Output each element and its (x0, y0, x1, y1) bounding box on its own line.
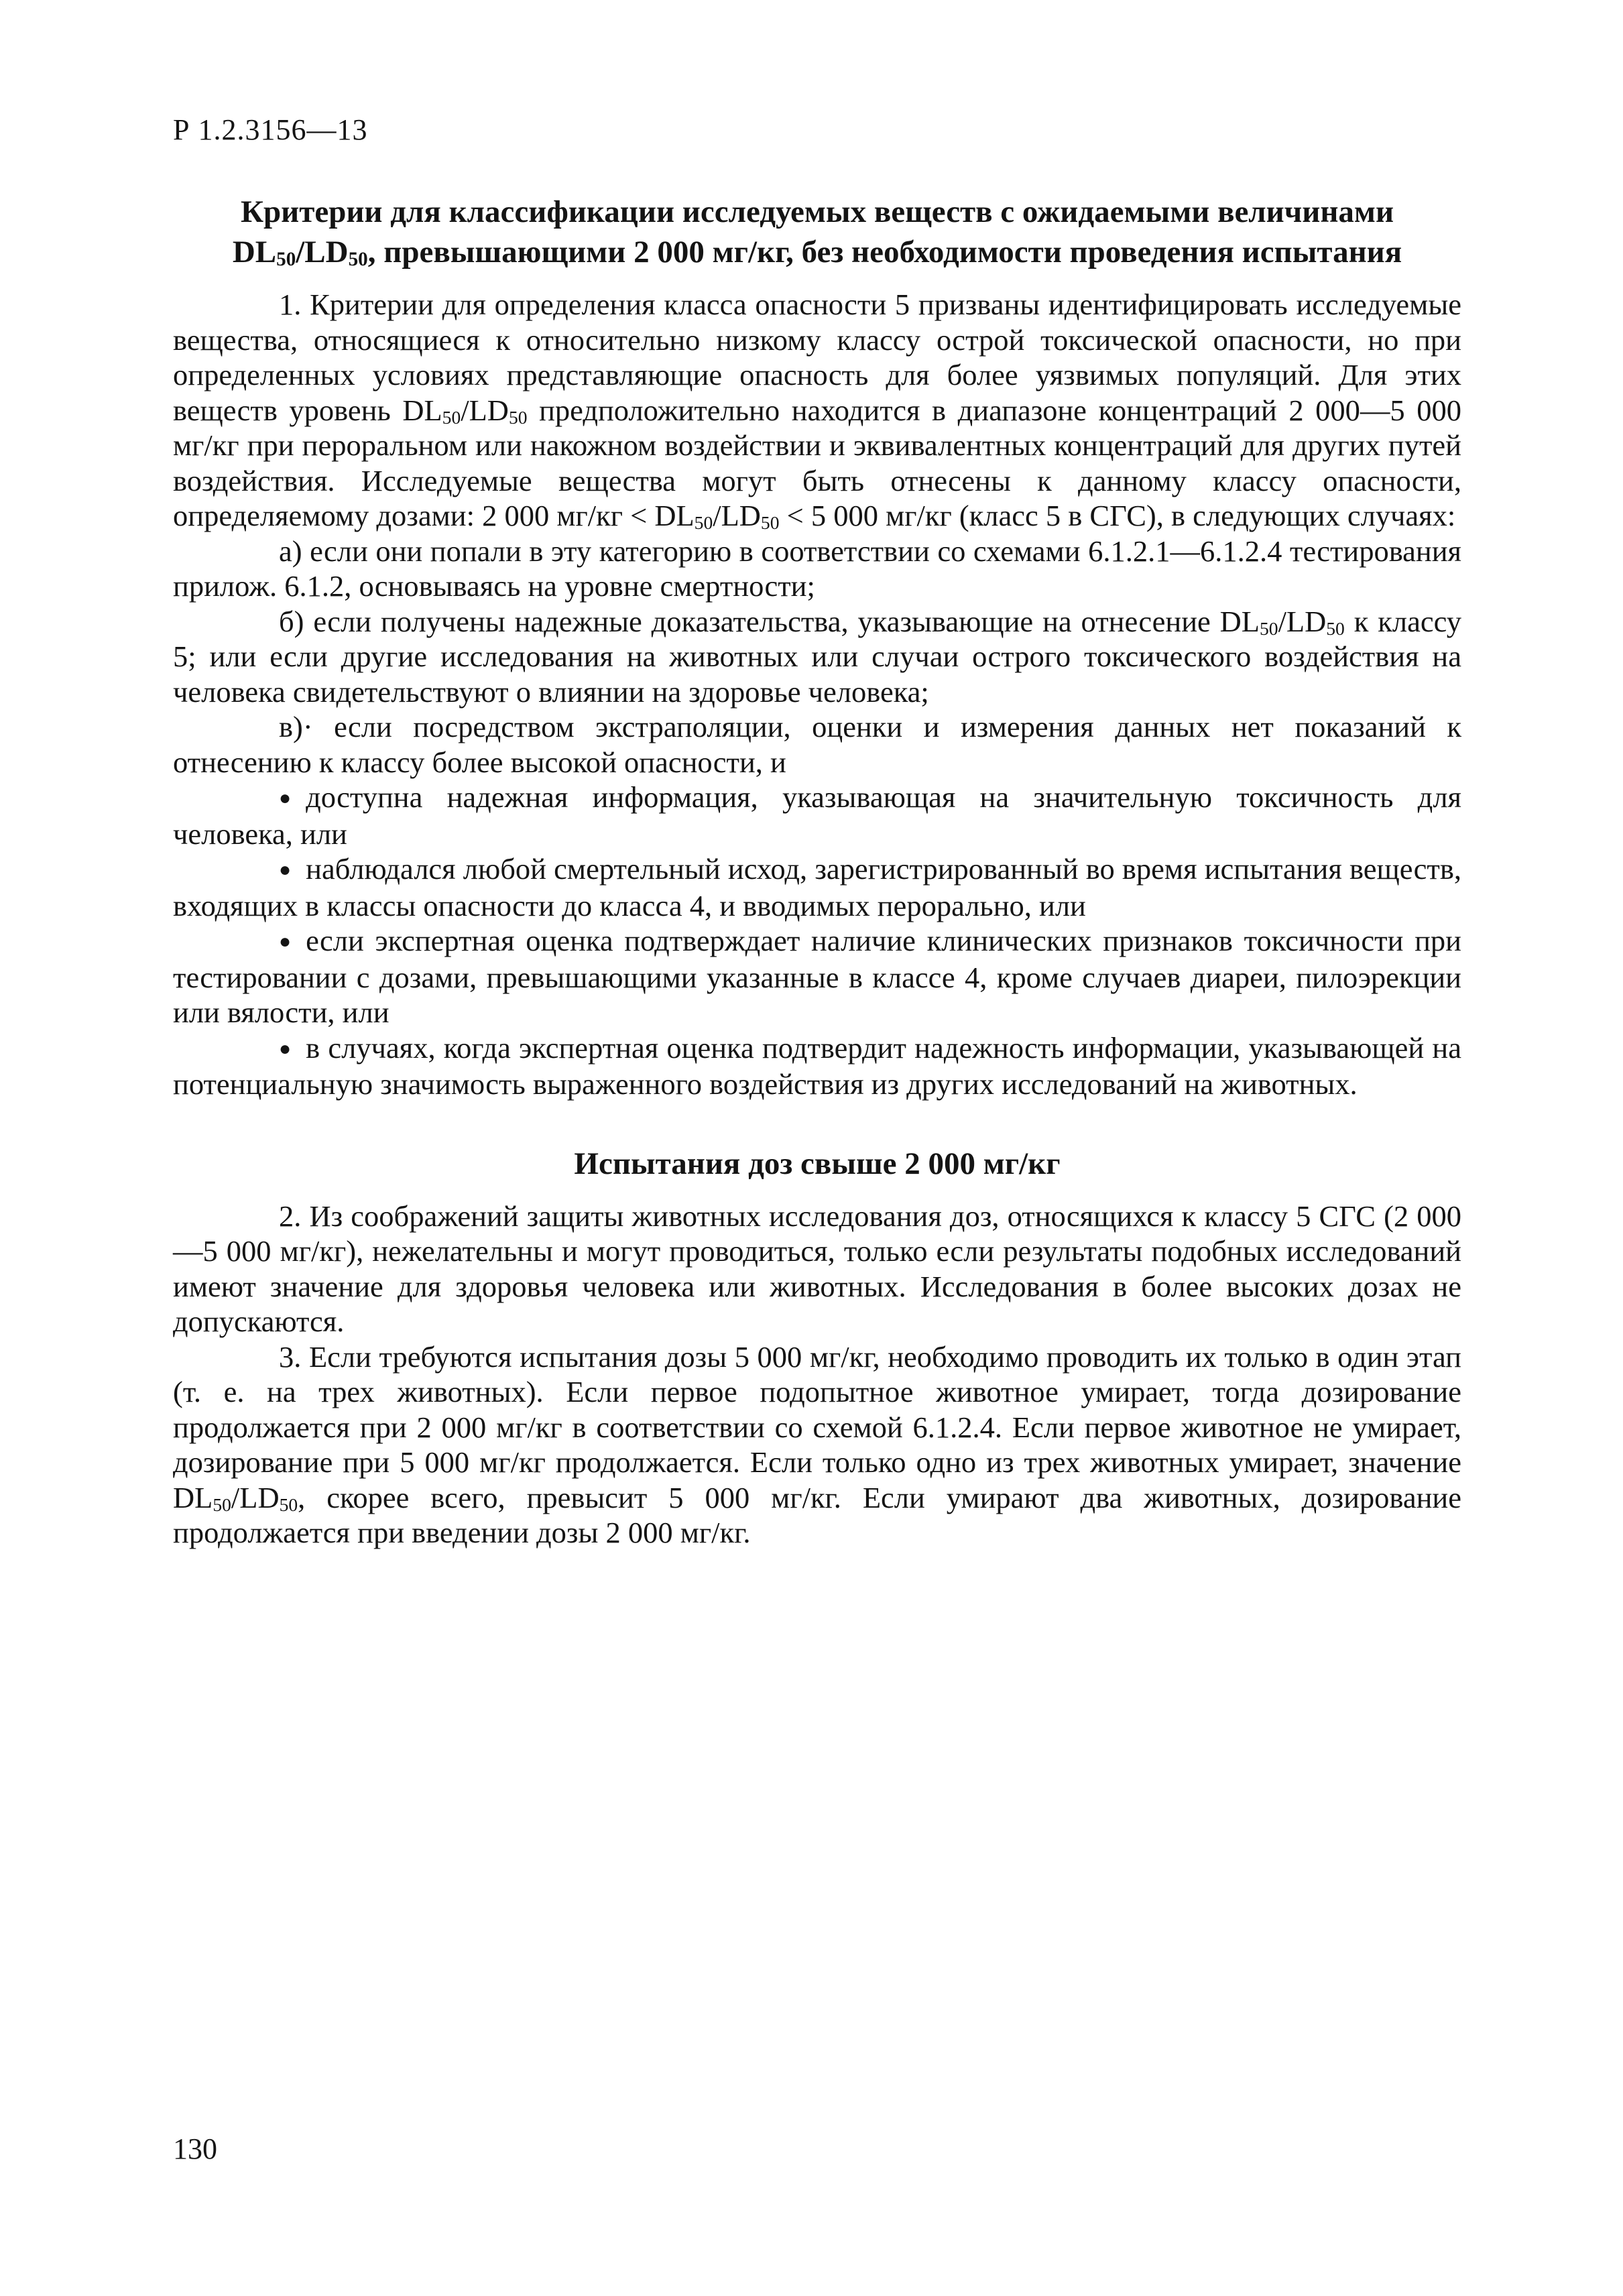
bullet-text-4: в случаях, когда экспертная оценка подтвердит надежность информации, указывающей на потенциальную значимость выраженного воздействия из других исследований на животных. (173, 1030, 1461, 1101)
title-sub-2: 50 (348, 249, 368, 271)
list-item-b (173, 604, 1461, 710)
p1-sub-3: 50 (694, 511, 713, 533)
bullet-item-2 (173, 851, 1461, 923)
item-b-text-b: /LD (1278, 604, 1327, 638)
bullet-text-2: наблюдался любой смертельный исход, зарегистрированный во время испытания веществ, входящих в классы опасности до класса 4, и вводимых перорально, или (173, 852, 1461, 922)
bullet-icon: ● (279, 930, 292, 953)
p1-sub-2: 50 (508, 406, 528, 428)
section-title-tests: Испытания доз свыше 2 000 мг/кг (574, 1146, 1061, 1181)
item-b-text-c: к классу 5; или если другие исследования на животных или случаи острого токсического воздействия на человека свидетельствуют о влиянии на здоровье человека; (173, 604, 1461, 709)
bullet-icon: ● (279, 1037, 292, 1060)
p3-sub-2: 50 (279, 1494, 298, 1515)
paragraph-2: 2. Из соображений защиты животных исследования доз, относящихся к классу 5 СГС (2 000—5 000 мг/кг), нежелательны и могут проводиться, только если результаты подобных исследований имеют значение для здоровья человека или животных. Исследования в более высоких дозах не допускаются. (173, 1199, 1461, 1338)
page-number: 130 (173, 2132, 217, 2165)
item-b-text-a: б) если получены надежные доказательства, указывающие на отнесение DL (279, 604, 1260, 638)
bullet-icon: ● (279, 787, 292, 809)
p1-sub-4: 50 (760, 511, 780, 533)
p3-text-a: 3. Если требуются испытания дозы 5 000 мг/кг, необходимо проводить их только в один этап (т. е. на трех животных). Если первое подопытное животное умирает, тогда дозирование продолжается при 2 000 мг/кг в соответствии со схемой 6.1.2.4. Если первое животное не умирает, дозирование при 5 000 мг/кг продолжается. Если только одно из трех животных умирает, значение DL (173, 1339, 1461, 1514)
bullet-item-1 (173, 780, 1461, 851)
bullet-text-1: доступна надежная информация, указывающая на значительную токсичность для человека, или (173, 780, 1461, 851)
title-rest: , превышающими 2 000 мг/кг, без необходимости проведения испытания (367, 235, 1402, 269)
title-dl: DL (232, 235, 277, 269)
p3-text-c: , скорее всего, превысит 5 000 мг/кг. Если умирают два животных, дозирование продолжается при введении дозы 2 000 мг/кг. (173, 1480, 1461, 1549)
p3-text-b: /LD (231, 1480, 280, 1514)
p1-text-a: 1. Критерии для определения класса опасности 5 призваны идентифицировать исследуемые вещества, относящиеся к относительно низкому классу острой токсической опасности, но при определенных условиях представляющие опасность для более уязвимых популяций. Для этих веществ уровень DL (173, 288, 1461, 427)
title-sub-1: 50 (276, 249, 296, 271)
document-code: Р 1.2.3156—13 (173, 113, 368, 146)
bullet-item-4 (173, 1030, 1461, 1102)
p1-text-e: < 5 000 мг/кг (класс 5 в СГС), в следующих случаях: (779, 499, 1456, 532)
title-ld: /LD (296, 235, 349, 269)
bullet-text-3: если экспертная оценка подтверждает наличие клинических признаков токсичности при тестировании с дозами, превышающими указанные в классе 4, кроме случаев диареи, пилоэрекции или вялости, или (173, 924, 1461, 1029)
p1-text-d: /LD (713, 499, 761, 532)
page-content (173, 192, 1461, 1551)
title-line-2 (173, 232, 1461, 272)
section-title-criteria (173, 192, 1461, 272)
title-line-1: Критерии для классификации исследуемых веществ с ожидаемыми величинами (240, 194, 1394, 229)
item-b-sub-2: 50 (1326, 617, 1345, 639)
paragraph-3 (173, 1339, 1461, 1551)
p1-text-c: предположительно находится в диапазоне концентраций 2 000—5 000 мг/кг при пероральном или накожном воздействии и эквивалентных концентраций для других путей воздействия. Исследуемые вещества могут быть отнесены к данному классу опасности, определяемому дозами: 2 000 мг/кг < DL (173, 393, 1461, 532)
p3-sub-1: 50 (213, 1494, 231, 1515)
item-b-sub-1: 50 (1259, 617, 1278, 639)
p1-text-b: /LD (461, 393, 509, 427)
list-item-a: а) если они попали в эту категорию в соответствии со схемами 6.1.2.1—6.1.2.4 тестирования прилож. 6.1.2, основываясь на уровне смертности; (173, 534, 1461, 603)
paragraph-1 (173, 287, 1461, 534)
list-item-v: в)· если посредством экстраполяции, оценки и измерения данных нет показаний к отнесению к классу более высокой опасности, и (173, 710, 1461, 779)
p1-sub-1: 50 (442, 406, 461, 428)
bullet-icon: ● (279, 859, 292, 881)
bullet-item-3 (173, 923, 1461, 1030)
